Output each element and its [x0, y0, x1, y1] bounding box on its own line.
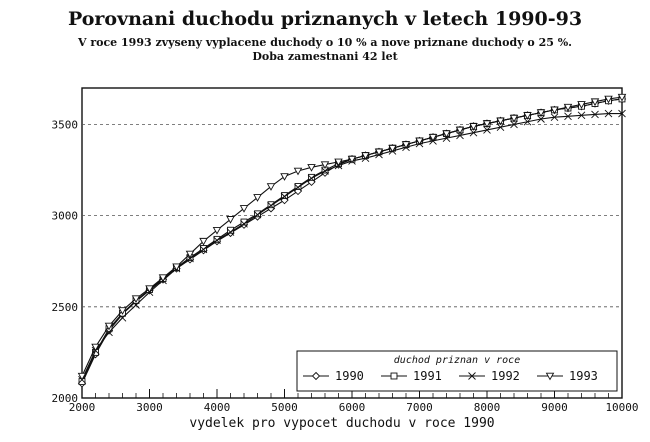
x-tick-label: 3000 [136, 401, 163, 414]
series-line-1992 [82, 114, 622, 380]
x-tick-label: 5000 [271, 401, 298, 414]
chart-subtitle-line-1: V roce 1993 zvyseny vyplacene duchody o 10 % a nove priznane duchody o 25 %. [77, 36, 573, 49]
legend-label-1990: 1990 [335, 369, 364, 383]
legend [297, 351, 617, 391]
x-axis-label: vydelek pro vypocet duchodu v roce 1990 [189, 416, 495, 431]
y-tick-label: 3000 [51, 209, 78, 223]
legend-label-1991: 1991 [413, 369, 442, 383]
chart-subtitle-line-2: Doba zamestnani 42 let [252, 50, 398, 63]
legend-title: duchod priznan v roce [393, 355, 521, 366]
series-line-1991 [82, 99, 622, 382]
series-1991 [79, 96, 625, 385]
marker-square [391, 373, 397, 379]
legend-label-1992: 1992 [491, 369, 520, 383]
y-tick-label: 2000 [51, 392, 78, 405]
series-line-1990 [82, 99, 622, 383]
series-line-1993 [82, 97, 622, 376]
y-tick-label: 2500 [51, 300, 78, 314]
x-tick-label: 6000 [338, 401, 366, 414]
y-tick-label: 3500 [51, 118, 78, 132]
x-tick-label: 8000 [473, 401, 501, 414]
legend-label-1993: 1993 [569, 369, 598, 383]
series-1990 [79, 95, 626, 386]
x-tick-label: 2000 [68, 401, 96, 414]
series-1993 [79, 94, 626, 379]
chart-title: Porovnani duchodu priznanych v letech 1990-93 [67, 8, 583, 30]
x-tick-label: 7000 [406, 401, 433, 414]
x-tick-label: 4000 [203, 401, 231, 414]
x-tick-label: 9000 [541, 401, 568, 414]
x-tick-label: 10000 [605, 401, 639, 414]
marker-triangle-down [295, 168, 302, 174]
marker-triangle-down [281, 174, 288, 180]
series-1992 [79, 110, 626, 383]
